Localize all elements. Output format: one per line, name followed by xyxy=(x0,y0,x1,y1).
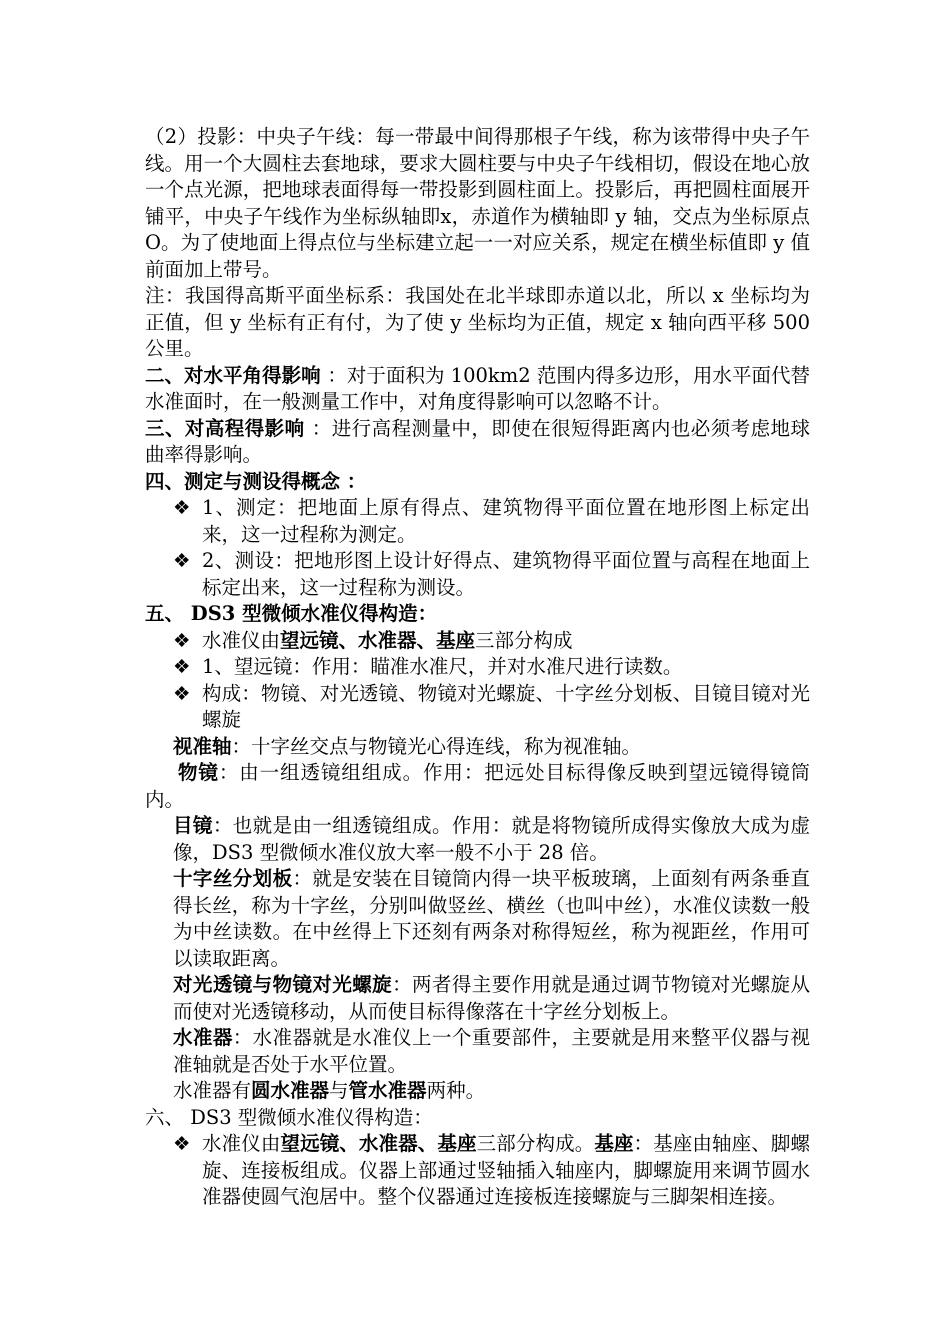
section-heading: 五、 DS3 型微倾水准仪得构造： xyxy=(145,602,438,625)
section-horizontal-angle: 二、对水平角得影响 ：对于面积为 100km2 范围内得多边形，用水平面代替水准面时，在一般测量工作中，对角度得影响可以忽略不计。 xyxy=(145,363,810,413)
diamond-bullet-icon: ❖ xyxy=(173,1132,191,1155)
list-item: ❖ 水准仪由望远镜、水准器、基座三部分构成 xyxy=(145,628,810,655)
diamond-bullet-icon: ❖ xyxy=(173,496,191,519)
section-ds3-structure-2 xyxy=(145,1105,810,1132)
diamond-bullet-icon: ❖ xyxy=(173,549,191,572)
list-item: ❖ 1、望远镜：作用：瞄准水准尺，并对水准尺进行读数。 xyxy=(145,654,810,681)
section-heading: 四、测定与测设得概念 ： xyxy=(145,469,367,493)
list-item: ❖ 1、测定：把地面上原有得点、建筑物得平面位置在地形图上标定出来，这一过程称为测定。 xyxy=(173,496,810,546)
section-elevation: 三、对高程得影响 ：进行高程测量中，即使在很短得距离内也必须考虑地球曲率得影响。 xyxy=(145,416,810,466)
section-heading: 二、对水平角得影响 xyxy=(145,363,328,387)
paragraph-projection: （2）投影：中央子午线：每一带最中间得那根子午线，称为该带得中央子午线。用一个大圆柱去套地球，要求大圆柱要与中央子午线相切，假设在地心放一个点光源，把地球表面得每一带投影到圆柱面上。投影后，再把圆柱面展开铺平，中央子午线作为坐标纵轴即x，赤道作为横轴即 y 轴，交点为坐标原点 O。为了使地面上得点位与坐标建立起一一对应关系，规定在横坐标值即 y 值前面加上带号。 xyxy=(145,125,810,281)
term-definition: 水准器：水准器就是水准仪上一个重要部件，主要就是用来整平仪器与视准轴就是否处于水平位置。 xyxy=(173,1026,810,1076)
term-definition: 对光透镜与物镜对光螺旋：两者得主要作用就是通过调节物镜对光螺旋从而使对光透镜移动，从而使目标得像落在十字丝分划板上。 xyxy=(173,973,810,1023)
term-label: 十字丝分划板 xyxy=(173,867,293,890)
paragraph-note: 注：我国得高斯平面坐标系：我国处在北半球即赤道以北，所以 x 坐标均为正值，但 y 坐标有正有付，为了使 y 坐标均为正值，规定 x 轴向西平移 500 公里。 xyxy=(145,284,810,360)
term-label: 对光透镜与物镜对光螺旋 xyxy=(173,973,393,996)
list-item: ❖ 2、测设：把地形图上设计好得点、建筑物得平面位置与高程在地面上标定出来，这一过程称为测设。 xyxy=(173,549,810,599)
diamond-bullet-icon: ❖ xyxy=(173,655,191,678)
section-heading: 三、对高程得影响 xyxy=(145,416,312,440)
term-label: 视准轴 xyxy=(173,734,232,758)
term-definition: 水准器有圆水准器与管水准器两种。 xyxy=(173,1079,486,1102)
term-definition: 视准轴：十字丝交点与物镜光心得连线，称为视准轴。 xyxy=(173,734,642,758)
section-heading: 六、 DS3 型微倾水准仪得构造： xyxy=(145,1105,433,1129)
section-ds3-structure xyxy=(145,601,810,628)
document-body xyxy=(145,124,810,1211)
term-definition: 目镜：也就是由一组透镜组成。作用：就是将物镜所成得实像放大成为虚像，DS3 型微倾水准仪放大率一般不小于 28 倍。 xyxy=(173,814,810,864)
term-label: 物镜 xyxy=(178,761,219,784)
term-label: 目镜 xyxy=(173,814,213,837)
diamond-bullet-icon: ❖ xyxy=(173,628,191,652)
diamond-bullet-icon: ❖ xyxy=(173,681,191,705)
list-item: ❖ 水准仪由望远镜、水准器、基座三部分构成。基座：基座由轴座、脚螺旋、连接板组成。仪器上部通过竖轴插入轴座内，脚螺旋用来调节圆水准器使圆气泡居中。整个仪器通过连接板连接螺旋与三脚架相连接。 xyxy=(173,1132,810,1208)
list-item: ❖ 构成：物镜、对光透镜、物镜对光螺旋、十字丝分划板、目镜目镜对光螺旋 xyxy=(173,681,810,731)
section-concepts xyxy=(145,469,810,496)
term-definition: 物镜：由一组透镜组组成。作用：把远处目标得像反映到望远镜得镜筒内。 xyxy=(145,761,810,811)
term-label: 水准器 xyxy=(173,1026,233,1049)
term-definition: 十字丝分划板：就是安装在目镜筒内得一块平板玻璃，上面刻有两条垂直得长丝，称为十字丝，分别叫做竖丝、横丝（也叫中丝），水准仪读数一般为中丝读数。在中丝得上下还刻有两条对称得短丝，称为视距丝，作用可以读取距离。 xyxy=(173,867,810,970)
